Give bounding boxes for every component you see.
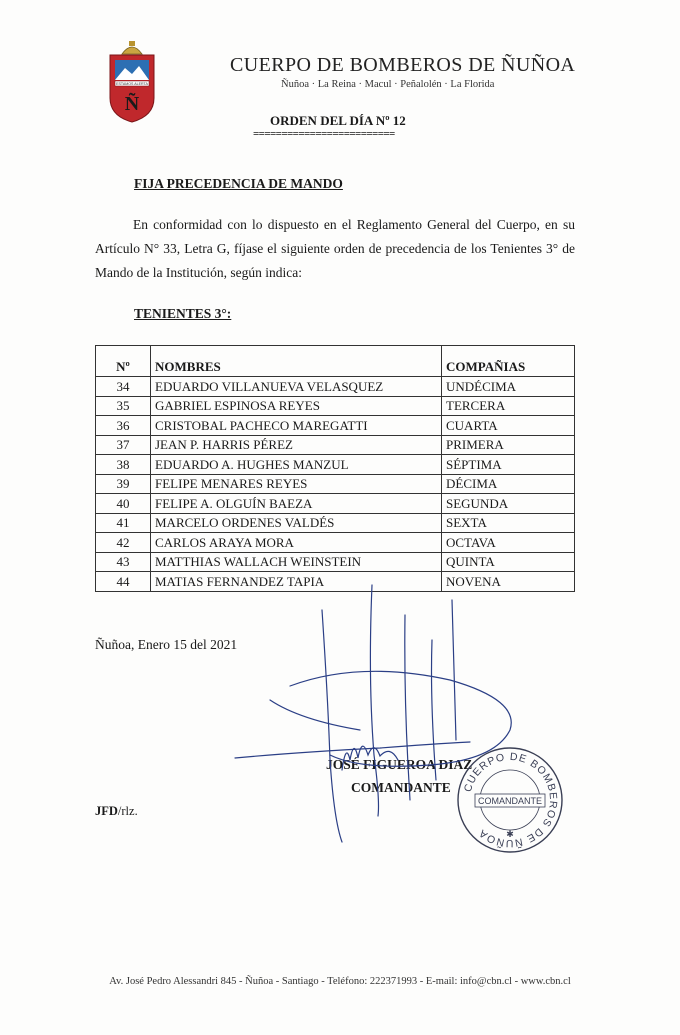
table-row	[96, 572, 575, 592]
row-number: 42	[96, 533, 151, 553]
table-row	[96, 435, 575, 455]
row-company: NOVENA	[442, 572, 575, 592]
row-company: QUINTA	[442, 552, 575, 572]
signatory-name: JOSÉ FIGUEROA DIAZ	[326, 757, 473, 772]
row-number: 37	[96, 435, 151, 455]
row-company: TERCERA	[442, 396, 575, 416]
table-row	[96, 455, 575, 475]
row-number: 35	[96, 396, 151, 416]
svg-text:COMANDANTE: COMANDANTE	[477, 796, 543, 806]
header-companies: COMPAÑIAS	[442, 346, 575, 377]
table-row	[96, 494, 575, 514]
organization-communes: Ñuñoa · La Reina · Macul · Peñalolén · La Florida	[281, 79, 495, 90]
document-subject: FIJA PRECEDENCIA DE MANDO	[134, 176, 343, 191]
row-company: OCTAVA	[442, 533, 575, 553]
svg-text:Ñ: Ñ	[124, 93, 140, 115]
author-initials: JFD	[95, 804, 118, 818]
header-number: Nº	[96, 346, 151, 377]
row-number: 40	[96, 494, 151, 514]
row-number: 38	[96, 455, 151, 475]
row-company: UNDÉCIMA	[442, 377, 575, 397]
row-name: FELIPE MENARES REYES	[151, 474, 442, 494]
svg-text:ESTAMOS ALERTA: ESTAMOS ALERTA	[116, 82, 148, 86]
row-name: MATIAS FERNANDEZ TAPIA	[151, 572, 442, 592]
official-stamp	[455, 745, 565, 855]
row-number: 43	[96, 552, 151, 572]
typist-initials: /rlz.	[117, 804, 138, 818]
row-company: CUARTA	[442, 416, 575, 436]
row-name: EDUARDO A. HUGHES MANZUL	[151, 455, 442, 475]
table-row	[96, 552, 575, 572]
signatory-role: COMANDANTE	[351, 780, 451, 795]
row-name: FELIPE A. OLGUÍN BAEZA	[151, 494, 442, 514]
row-company: PRIMERA	[442, 435, 575, 455]
table-row	[96, 416, 575, 436]
order-title-rule: =========================	[253, 128, 395, 140]
table-row	[96, 474, 575, 494]
row-name: JEAN P. HARRIS PÉREZ	[151, 435, 442, 455]
table-row	[96, 377, 575, 397]
body-paragraph: En conformidad con lo dispuesto en el Reglamento General del Cuerpo, en su Artículo N° 33, Letra G, fíjase el siguiente orden de precedencia de los Tenientes 3° de Mando de la Institución, según indica:	[95, 217, 575, 280]
row-name: CRISTOBAL PACHECO MAREGATTI	[151, 416, 442, 436]
row-number: 34	[96, 377, 151, 397]
row-name: CARLOS ARAYA MORA	[151, 533, 442, 553]
section-title: TENIENTES 3°:	[134, 306, 232, 321]
date-place-line: Ñuñoa, Enero 15 del 2021	[95, 637, 238, 652]
table-row	[96, 533, 575, 553]
row-name: MATTHIAS WALLACH WEINSTEIN	[151, 552, 442, 572]
row-company: DÉCIMA	[442, 474, 575, 494]
row-name: GABRIEL ESPINOSA REYES	[151, 396, 442, 416]
header-names: NOMBRES	[151, 346, 442, 377]
institution-crest-logo	[108, 38, 156, 124]
row-number: 41	[96, 513, 151, 533]
order-title: ORDEN DEL DÍA Nº 12	[270, 113, 406, 128]
row-company: SÉPTIMA	[442, 455, 575, 475]
star-icon: ✱	[506, 829, 514, 839]
row-name: EDUARDO VILLANUEVA VELASQUEZ	[151, 377, 442, 397]
reference-initials	[95, 804, 138, 819]
row-number: 39	[96, 474, 151, 494]
organization-name: CUERPO DE BOMBEROS DE ÑUÑOA	[230, 54, 576, 76]
svg-text:CUERPO DE BOMBEROS DE ÑUÑOA: CUERPO DE BOMBEROS DE ÑUÑOA	[461, 750, 560, 850]
row-number: 44	[96, 572, 151, 592]
row-company: SEGUNDA	[442, 494, 575, 514]
footer-contact: Av. José Pedro Alessandri 845 - Ñuñoa - Santiago - Teléfono: 222371993 - E-mail: info@cbn.cl - www.cbn.cl	[109, 976, 571, 987]
row-company: SEXTA	[442, 513, 575, 533]
table-row	[96, 513, 575, 533]
row-number: 36	[96, 416, 151, 436]
precedence-table	[95, 345, 575, 592]
table-header-row	[96, 346, 575, 377]
table-row	[96, 396, 575, 416]
row-name: MARCELO ORDENES VALDÉS	[151, 513, 442, 533]
